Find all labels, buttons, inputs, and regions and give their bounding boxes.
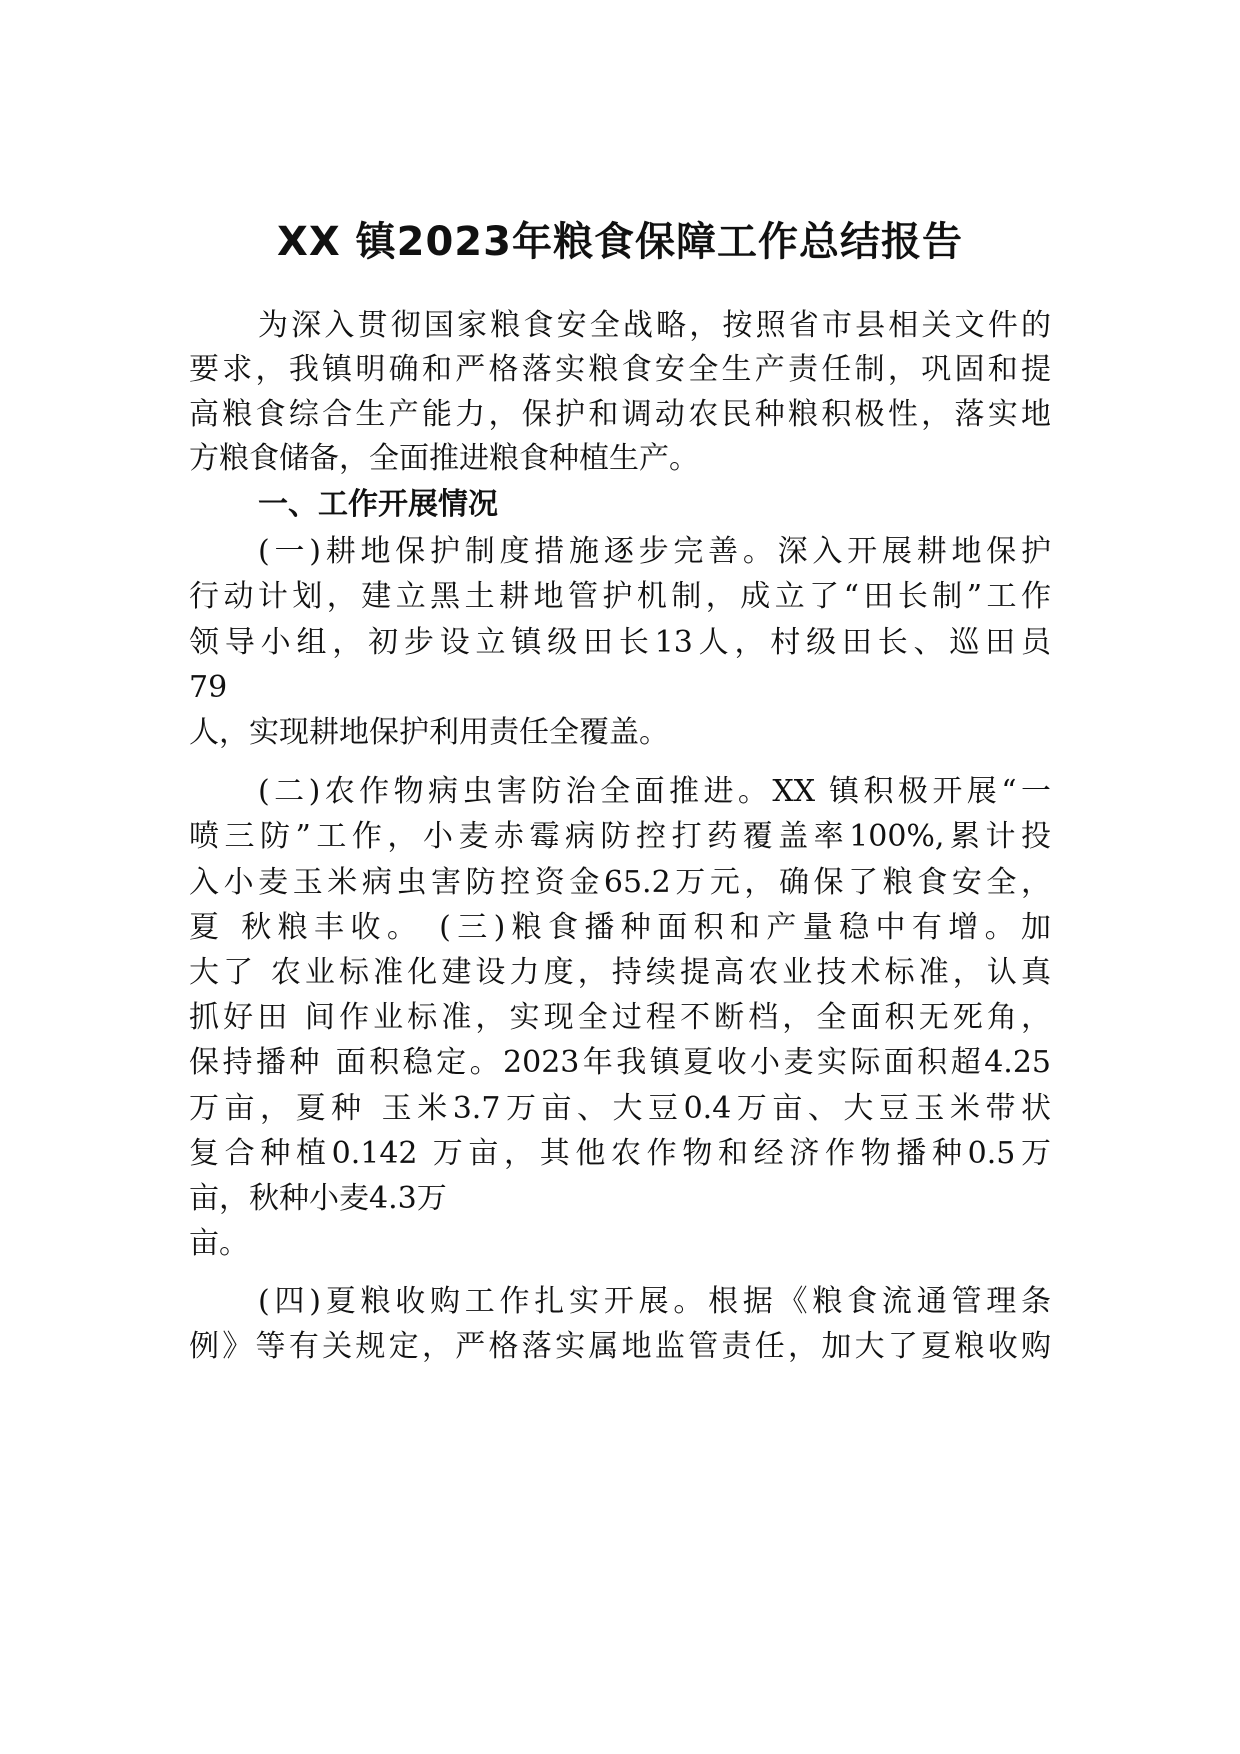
- para1-line-1: (一)耕地保护制度措施逐步完善。深入开展耕地保护: [258, 534, 1051, 569]
- para2-line-5: 大了 农业标准化建设力度，持续提高农业技术标准，认真: [189, 955, 1051, 990]
- intro-line-2: 要求，我镇明确和严格落实粮食安全生产责任制，巩固和提: [189, 352, 1051, 387]
- intro-line-3: 高粮食综合生产能力，保护和调动农民种粮积极性，落实地: [189, 397, 1051, 432]
- para2-line-7: 保持播种 面积稳定。2023年我镇夏收小麦实际面积超4.25: [189, 1045, 1051, 1080]
- intro-line-4: 方粮食储备，全面推进粮食种植生产。: [189, 441, 699, 476]
- para1-line-2: 行动计划，建立黑土耕地管护机制，成立了“田长制”工作: [189, 579, 1051, 614]
- para3-line-1: (四)夏粮收购工作扎实开展。根据《粮食流通管理条: [258, 1284, 1051, 1319]
- para2-line-8: 万亩，夏种 玉米3.7万亩、大豆0.4万亩、大豆玉米带状: [189, 1091, 1051, 1126]
- para2-line-1: (二)农作物病虫害防治全面推进。XX 镇积极开展“一: [258, 774, 1051, 809]
- intro-line-1: 为深入贯彻国家粮食安全战略，按照省市县相关文件的: [258, 308, 1051, 343]
- section-heading-1: 一、工作开展情况: [258, 487, 498, 522]
- para2-line-9: 复合种植0.142 万亩，其他农作物和经济作物播种0.5万: [189, 1136, 1051, 1171]
- para2-line-4: 夏 秋粮丰收。 (三)粮食播种面积和产量稳中有增。加: [189, 910, 1051, 945]
- para2-line-11: 亩。: [189, 1226, 249, 1261]
- para3-line-2: 例》等有关规定，严格落实属地监管责任，加大了夏粮收购: [189, 1329, 1051, 1364]
- para1-line-5: 人，实现耕地保护利用责任全覆盖。: [189, 715, 669, 750]
- document-title: XX 镇2023年粮食保障工作总结报告: [277, 219, 963, 265]
- para1-line-4: 79: [189, 670, 228, 705]
- para1-line-3: 领导小组，初步设立镇级田长13人，村级田长、巡田员: [189, 625, 1051, 660]
- para2-line-6: 抓好田 间作业标准，实现全过程不断档，全面积无死角，: [189, 1000, 1051, 1035]
- para2-line-3: 入小麦玉米病虫害防控资金65.2万元，确保了粮食安全，: [189, 865, 1051, 900]
- para2-line-10: 亩，秋种小麦4.3万: [189, 1181, 447, 1216]
- para2-line-2: 喷三防”工作，小麦赤霉病防控打药覆盖率100%,累计投: [189, 819, 1051, 854]
